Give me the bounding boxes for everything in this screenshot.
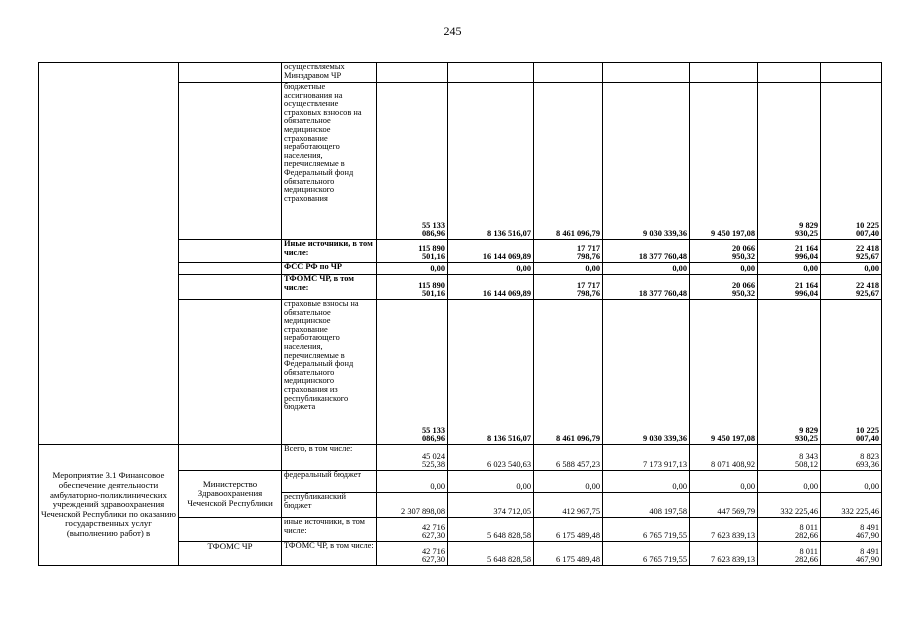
value-cell: 6 023 540,63 xyxy=(448,445,534,471)
value-cell xyxy=(534,63,603,83)
value-cell xyxy=(603,63,690,83)
value-cell: 9 829 930,25 xyxy=(758,83,821,240)
value-cell: 115 890 501,16 xyxy=(377,275,448,300)
value-cell: 22 418 925,67 xyxy=(821,275,882,300)
value-cell: 9 450 197,08 xyxy=(690,300,758,445)
source-cell: Иные источники, в том числе: xyxy=(282,240,377,263)
value-cell: 18 377 760,48 xyxy=(603,240,690,263)
value-cell: 21 164 996,04 xyxy=(758,275,821,300)
value-cell: 5 648 828,58 xyxy=(448,518,534,542)
value-cell: 8 071 408,92 xyxy=(690,445,758,471)
value-cell: 0,00 xyxy=(758,263,821,275)
value-cell xyxy=(448,63,534,83)
source-cell: иные источники, в том числе: xyxy=(282,518,377,542)
value-cell: 20 066 950,32 xyxy=(690,275,758,300)
value-cell: 8 491 467,90 xyxy=(821,518,882,542)
value-cell: 8 823 693,36 xyxy=(821,445,882,471)
value-cell: 0,00 xyxy=(821,471,882,493)
budget-table xyxy=(38,62,882,566)
value-cell xyxy=(690,63,758,83)
source-cell: страховые взносы на обязательное медицинское страхование неработающего населения, перечисляемые в Федеральный фонд обязательного медицинского страхования из республиканского бюджета xyxy=(282,300,377,445)
executor-cell xyxy=(179,83,282,240)
table-row xyxy=(39,63,882,83)
executor-cell xyxy=(179,518,282,542)
source-cell: Всего, в том числе: xyxy=(282,445,377,471)
source-cell: ФСС РФ по ЧР xyxy=(282,263,377,275)
value-cell: 447 569,79 xyxy=(690,493,758,518)
value-cell: 17 717 798,76 xyxy=(534,240,603,263)
value-cell: 6 175 489,48 xyxy=(534,518,603,542)
source-cell: бюджетные ассигнования на осуществление страховых взносов на обязательное медицинское страхование неработающего населения, перечисляемые в Федеральный фонд обязательного медицинского страхования xyxy=(282,83,377,240)
value-cell: 55 133 086,96 xyxy=(377,300,448,445)
value-cell: 0,00 xyxy=(690,263,758,275)
measure-title: Мероприятие 3.1 Финансовое обеспечение деятельности амбулаторно-поликлинических учреждений здравоохранения Чеченской Республики по оказанию государственных услуг (выполнению работ) в xyxy=(39,445,179,566)
value-cell: 115 890 501,16 xyxy=(377,240,448,263)
value-cell: 0,00 xyxy=(377,471,448,493)
value-cell: 16 144 069,89 xyxy=(448,275,534,300)
source-cell: осуществляемых Минздравом ЧР xyxy=(282,63,377,83)
value-cell: 7 623 839,13 xyxy=(690,518,758,542)
value-cell: 0,00 xyxy=(821,263,882,275)
value-cell: 0,00 xyxy=(758,471,821,493)
page-number: 245 xyxy=(443,24,462,38)
value-cell: 22 418 925,67 xyxy=(821,240,882,263)
value-cell: 8 011 282,66 xyxy=(758,518,821,542)
value-cell: 408 197,58 xyxy=(603,493,690,518)
executor-cell xyxy=(179,275,282,300)
value-cell: 17 717 798,76 xyxy=(534,275,603,300)
value-cell: 10 225 007,40 xyxy=(821,300,882,445)
value-cell: 412 967,75 xyxy=(534,493,603,518)
value-cell: 9 450 197,08 xyxy=(690,83,758,240)
value-cell: 21 164 996,04 xyxy=(758,240,821,263)
value-cell: 0,00 xyxy=(534,263,603,275)
value-cell: 8 343 508,12 xyxy=(758,445,821,471)
value-cell: 8 461 096,79 xyxy=(534,83,603,240)
source-cell: федеральный бюджет xyxy=(282,471,377,493)
measure-cell-empty xyxy=(39,63,179,445)
executor-ministry: Министерство Здравоохранения Чеченской Республики xyxy=(179,471,282,518)
value-cell: 6 765 719,55 xyxy=(603,518,690,542)
table-row xyxy=(39,445,882,471)
value-cell: 42 716 627,30 xyxy=(377,518,448,542)
value-cell: 6 588 457,23 xyxy=(534,445,603,471)
value-cell: 0,00 xyxy=(448,263,534,275)
value-cell: 0,00 xyxy=(603,263,690,275)
value-cell: 332 225,46 xyxy=(758,493,821,518)
value-cell: 7 623 839,13 xyxy=(690,542,758,566)
value-cell: 7 173 917,13 xyxy=(603,445,690,471)
value-cell: 20 066 950,32 xyxy=(690,240,758,263)
executor-cell xyxy=(179,240,282,263)
executor-tfoms: ТФОМС ЧР xyxy=(179,542,282,566)
value-cell xyxy=(821,63,882,83)
value-cell: 8 461 096,79 xyxy=(534,300,603,445)
executor-cell xyxy=(179,63,282,83)
value-cell: 10 225 007,40 xyxy=(821,83,882,240)
value-cell xyxy=(758,63,821,83)
value-cell xyxy=(377,63,448,83)
value-cell: 0,00 xyxy=(690,471,758,493)
value-cell: 8 136 516,07 xyxy=(448,83,534,240)
executor-cell xyxy=(179,445,282,471)
value-cell: 16 144 069,89 xyxy=(448,240,534,263)
value-cell: 8 011 282,66 xyxy=(758,542,821,566)
value-cell: 332 225,46 xyxy=(821,493,882,518)
source-cell: ТФОМС ЧР, в том числе: xyxy=(282,542,377,566)
value-cell: 6 175 489,48 xyxy=(534,542,603,566)
value-cell: 374 712,05 xyxy=(448,493,534,518)
value-cell: 9 030 339,36 xyxy=(603,300,690,445)
value-cell: 0,00 xyxy=(534,471,603,493)
value-cell: 8 491 467,90 xyxy=(821,542,882,566)
value-cell: 0,00 xyxy=(377,263,448,275)
value-cell: 0,00 xyxy=(448,471,534,493)
value-cell: 2 307 898,08 xyxy=(377,493,448,518)
value-cell: 9 030 339,36 xyxy=(603,83,690,240)
value-cell: 0,00 xyxy=(603,471,690,493)
value-cell: 6 765 719,55 xyxy=(603,542,690,566)
value-cell: 55 133 086,96 xyxy=(377,83,448,240)
value-cell: 5 648 828,58 xyxy=(448,542,534,566)
value-cell: 18 377 760,48 xyxy=(603,275,690,300)
executor-cell xyxy=(179,300,282,445)
executor-cell xyxy=(179,263,282,275)
source-cell: ТФОМС ЧР, в том числе: xyxy=(282,275,377,300)
value-cell: 45 024 525,38 xyxy=(377,445,448,471)
value-cell: 8 136 516,07 xyxy=(448,300,534,445)
value-cell: 9 829 930,25 xyxy=(758,300,821,445)
source-cell: республиканский бюджет xyxy=(282,493,377,518)
value-cell: 42 716 627,30 xyxy=(377,542,448,566)
